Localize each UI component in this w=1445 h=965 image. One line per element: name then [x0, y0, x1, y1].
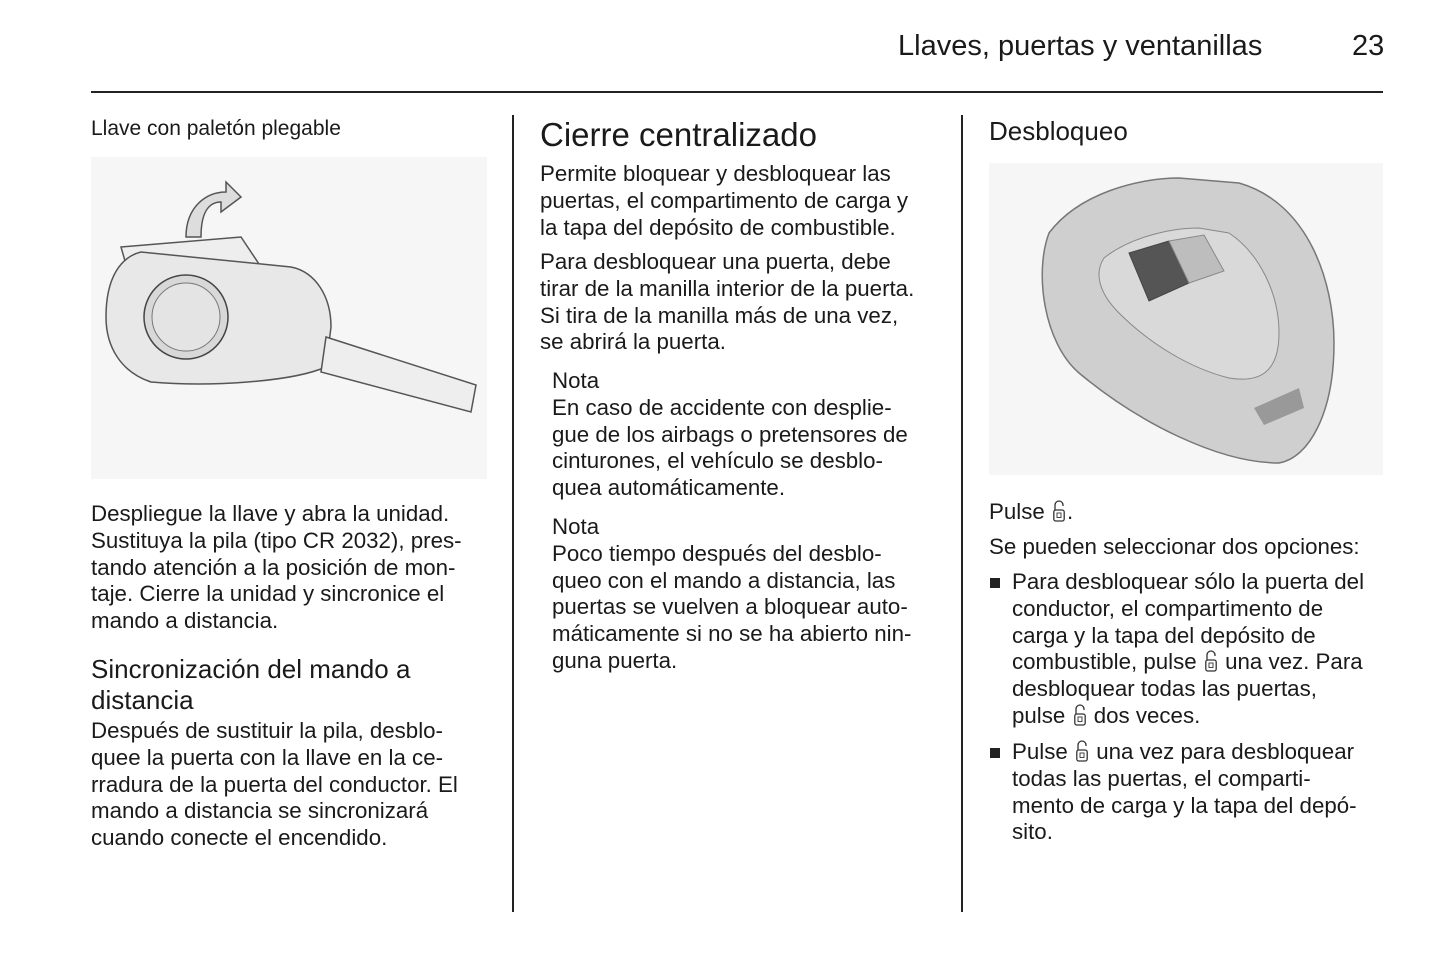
note-title: Nota [552, 514, 600, 539]
text-line: Permite bloquear y desbloquear las [540, 161, 891, 186]
text-line: mando a distancia se sincronizará [91, 798, 429, 824]
text-line: Poco tiempo después del desblo- [552, 540, 882, 566]
note-title: Nota [552, 368, 600, 393]
note-accident [552, 368, 908, 502]
note-relock [552, 514, 911, 675]
text-line: cuando conecte el encendido. [91, 825, 388, 851]
text-line: Para desbloquear sólo la puerta del [1012, 569, 1365, 594]
pulse-instruction [989, 499, 1073, 526]
text-line: Después de sustituir la pila, desblo- [91, 718, 443, 743]
text-line: Si tira de la manilla más de una vez, [540, 302, 899, 328]
text-line [1012, 703, 1364, 730]
remote-key-figure [989, 163, 1383, 475]
text-line: conductor, el compartimento de [1012, 595, 1324, 621]
option-list-item [1012, 739, 1357, 846]
text-line: guna puerta. [552, 647, 678, 673]
battery-instructions [91, 501, 462, 635]
text-line: Sustituya la pila (tipo CR 2032), pres- [91, 527, 462, 553]
unlock-icon [1076, 740, 1088, 762]
options-intro: Se pueden seleccionar dos opciones: [989, 534, 1360, 559]
text-line: quee la puerta con la llave en la ce- [91, 744, 444, 770]
text-line: carga y la tapa del depósito de [1012, 622, 1316, 648]
text-line: mando a distancia. [91, 608, 279, 634]
text-line: gue de los airbags o pretensores de [552, 421, 908, 447]
text-segment: Pulse [989, 499, 1045, 524]
text-segment: una vez. Para [1225, 649, 1363, 675]
bullet-icon [990, 748, 1000, 758]
bullet-icon [990, 578, 1000, 588]
unlock-icon [1053, 500, 1065, 522]
text-line: sito. [1012, 819, 1053, 845]
text-line [1012, 739, 1357, 766]
text-line: desbloquear todas las puertas, [1012, 676, 1317, 702]
figure-caption: Llave con paletón plegable [91, 117, 341, 140]
header-rule [91, 91, 1383, 93]
text-line: Despliegue la llave y abra la unidad. [91, 501, 450, 526]
text-segment: combustible, pulse [1012, 649, 1197, 675]
text-segment: Pulse [1012, 739, 1068, 764]
text-line: rradura de la puerta del conductor. El [91, 771, 458, 797]
unlock-icon [1074, 704, 1086, 726]
text-line: todas las puertas, el comparti- [1012, 765, 1311, 791]
text-line: máticamente si no se ha abierto nin- [552, 621, 912, 647]
intro-paragraph [540, 161, 908, 241]
text-line: la tapa del depósito de combustible. [540, 214, 896, 240]
text-line: puertas se vuelven a bloquear auto- [552, 594, 908, 620]
text-segment: dos veces. [1093, 702, 1201, 728]
text-segment: pulse [1012, 702, 1066, 728]
text-line [1012, 649, 1364, 676]
text-segment: una vez para desbloquear [1096, 739, 1355, 764]
page-number: 23 [1352, 30, 1385, 62]
heading-line: distancia [91, 685, 194, 715]
text-line: tando atención a la posición de mon- [91, 554, 456, 580]
text-line: queo con el mando a distancia, las [552, 567, 896, 593]
unlock-icon [1205, 650, 1217, 672]
text-line: taje. Cierre la unidad y sincronice el [91, 581, 445, 607]
sync-heading [91, 654, 410, 716]
text-line: Para desbloquear una puerta, debe [540, 249, 891, 274]
door-handle-paragraph [540, 249, 914, 356]
sync-instructions [91, 718, 458, 852]
battery-key-figure [91, 157, 487, 479]
text-line: puertas, el compartimento de carga y [540, 187, 909, 213]
text-line: mento de carga y la tapa del depó- [1012, 792, 1357, 818]
running-header-title: Llaves, puertas y ventanillas [898, 30, 1263, 62]
text-line: tirar de la manilla interior de la puerta. [540, 275, 915, 301]
text-line: quea automáticamente. [552, 475, 786, 501]
text-line: En caso de accidente con desplie- [552, 394, 892, 420]
heading-line: Sincronización del mando a [91, 654, 411, 684]
column-divider [512, 115, 514, 912]
column-divider [961, 115, 963, 912]
text-line: cinturones, el vehículo se desblo- [552, 448, 883, 474]
text-line: se abrirá la puerta. [540, 329, 726, 355]
text-segment: . [1066, 499, 1074, 524]
unlock-heading: Desbloqueo [989, 116, 1128, 146]
option-list-item [1012, 569, 1364, 730]
section-heading: Cierre centralizado [540, 116, 817, 153]
